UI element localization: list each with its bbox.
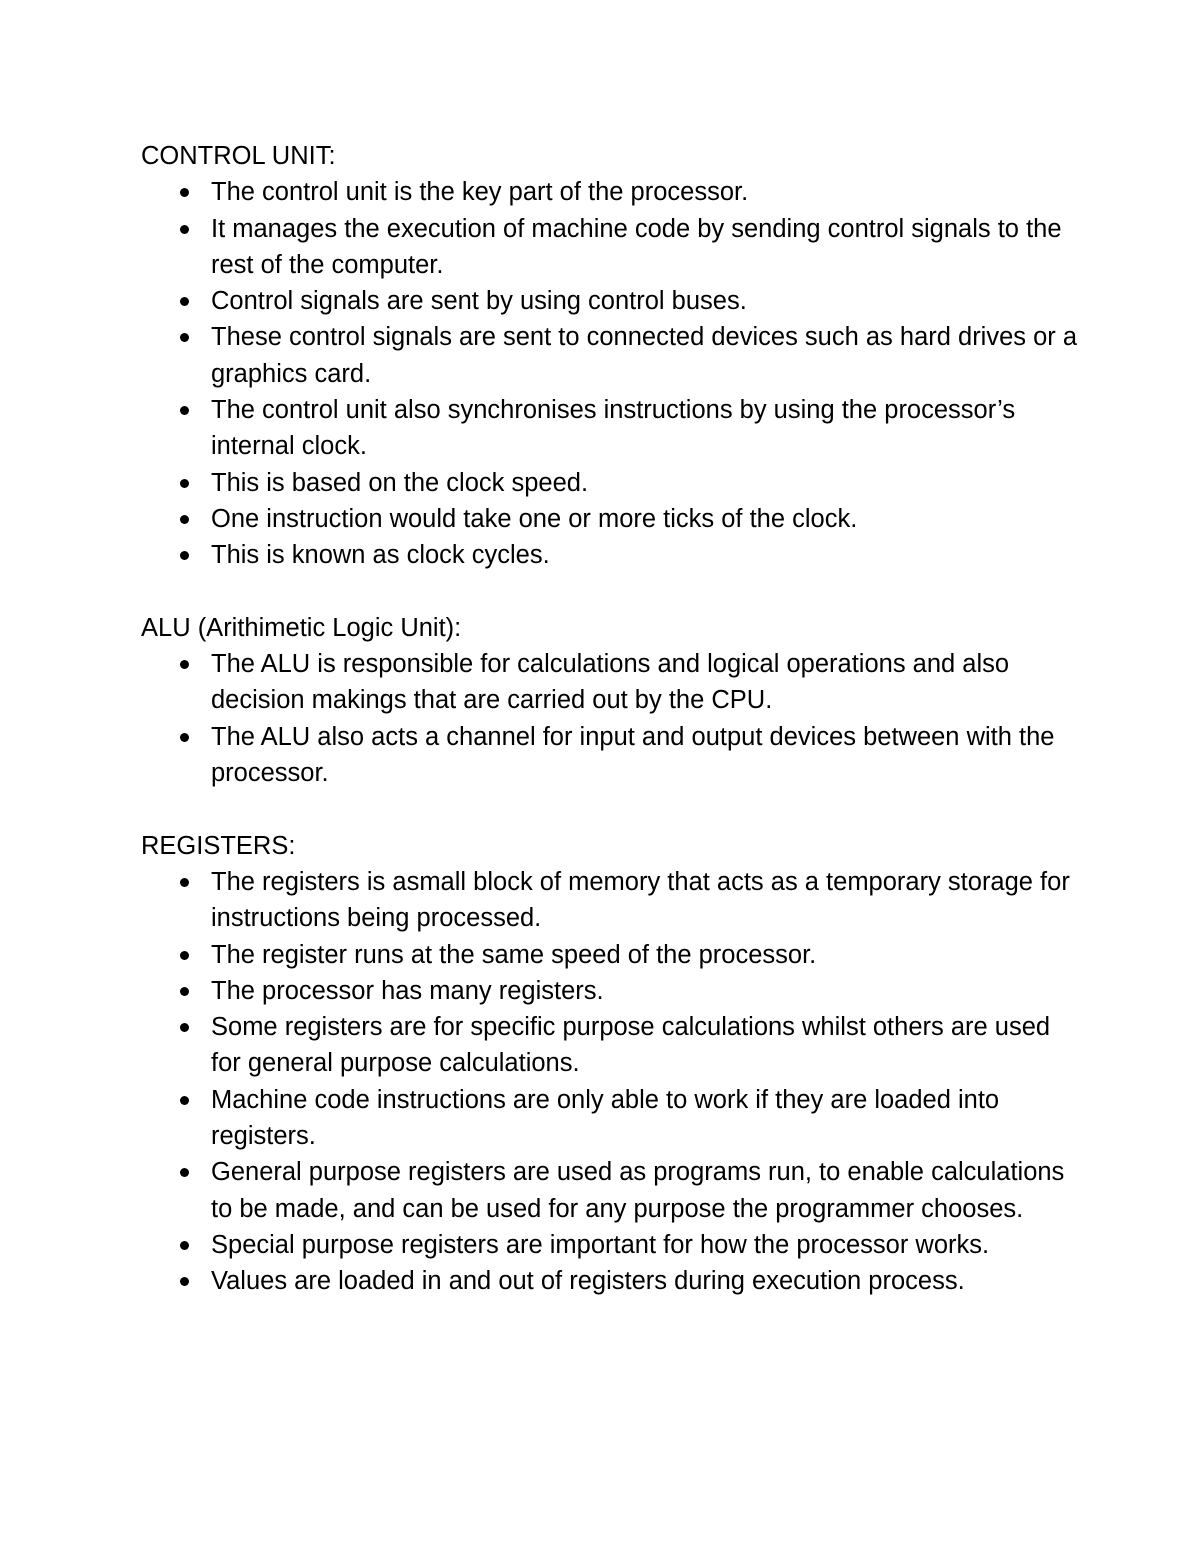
bullet-icon: [180, 660, 189, 669]
list-item: [141, 501, 1081, 537]
section-heading: ALU (Arithimetic Logic Unit):: [141, 613, 462, 642]
list-item: [141, 1082, 1081, 1155]
list-item-text: One instruction would take one or more ticks of the clock.: [211, 504, 858, 533]
bullet-icon: [180, 1023, 189, 1032]
list-item: [141, 1227, 1081, 1263]
section-heading: REGISTERS:: [141, 831, 296, 860]
list-item-text: It manages the execution of machine code by sending control signals to the rest of the computer.: [211, 214, 1062, 279]
list-item: [141, 392, 1081, 465]
bullet-icon: [180, 297, 189, 306]
list-item-text: Values are loaded in and out of registers during execution process.: [211, 1267, 965, 1296]
bullet-icon: [180, 551, 189, 560]
list-item: [141, 937, 1081, 973]
list-item-text: The register runs at the same speed of the processor.: [211, 940, 817, 969]
list-item: [141, 537, 1081, 573]
bullet-list: [141, 646, 1081, 791]
bullet-icon: [180, 479, 189, 488]
section-heading: CONTROL UNIT:: [141, 142, 336, 170]
bullet-list: [141, 864, 1081, 1300]
bullet-list: [141, 174, 1081, 573]
bullet-icon: [180, 1168, 189, 1177]
list-item: [141, 283, 1081, 319]
list-item: [141, 1009, 1081, 1082]
bullet-icon: [180, 878, 189, 887]
list-item-text: These control signals are sent to connected devices such as hard drives or a graphics card.: [211, 323, 1078, 388]
bullet-icon: [180, 1277, 189, 1286]
list-item: [141, 1154, 1081, 1227]
bullet-icon: [180, 188, 189, 197]
bullet-icon: [180, 951, 189, 960]
list-item-text: This is known as clock cycles.: [211, 541, 550, 570]
bullet-icon: [180, 1241, 189, 1250]
list-item-text: Some registers are for specific purpose calculations whilst others are used for general purpose calculations.: [211, 1013, 1051, 1078]
section-alu: [141, 610, 1081, 791]
list-item: [141, 719, 1081, 792]
bullet-icon: [180, 1096, 189, 1105]
list-item: [141, 1263, 1081, 1299]
list-item: [141, 319, 1081, 392]
list-item-text: Control signals are sent by using control buses.: [211, 287, 747, 316]
list-item-text: The ALU also acts a channel for input and output devices between with the processor.: [211, 722, 1055, 788]
bullet-icon: [180, 987, 189, 996]
list-item-text: The ALU is responsible for calculations and logical operations and also decision makings that are carried out by the CPU.: [211, 650, 1010, 715]
list-item: [141, 864, 1081, 937]
bullet-icon: [180, 733, 189, 742]
bullet-icon: [180, 515, 189, 524]
section-spacer: [141, 574, 1081, 610]
list-item: [141, 174, 1081, 210]
list-item: [141, 973, 1081, 1009]
list-item: [141, 646, 1081, 719]
list-item-text: Special purpose registers are important for how the processor works.: [211, 1230, 990, 1259]
list-item-text: The processor has many registers.: [211, 976, 604, 1005]
list-item-text: This is based on the clock speed.: [211, 468, 589, 497]
list-item: [141, 211, 1081, 284]
list-item-text: The control unit is the key part of the processor.: [211, 178, 749, 207]
section-spacer: [141, 791, 1081, 827]
bullet-icon: [180, 406, 189, 415]
bullet-icon: [180, 225, 189, 234]
list-item: [141, 465, 1081, 501]
list-item-text: Machine code instructions are only able to work if they are loaded into registers.: [211, 1085, 1000, 1151]
section-registers: [141, 828, 1081, 1300]
bullet-icon: [180, 333, 189, 342]
list-item-text: General purpose registers are used as programs run, to enable calculations to be made, and can be used for any purpose the programmer chooses.: [211, 1158, 1065, 1223]
section-control-unit: [141, 138, 1081, 574]
document-page: [141, 138, 1081, 1300]
list-item-text: The control unit also synchronises instructions by using the processor’s internal clock.: [211, 396, 1016, 461]
list-item-text: The registers is asmall block of memory that acts as a temporary storage for instructions being processed.: [211, 867, 1070, 933]
